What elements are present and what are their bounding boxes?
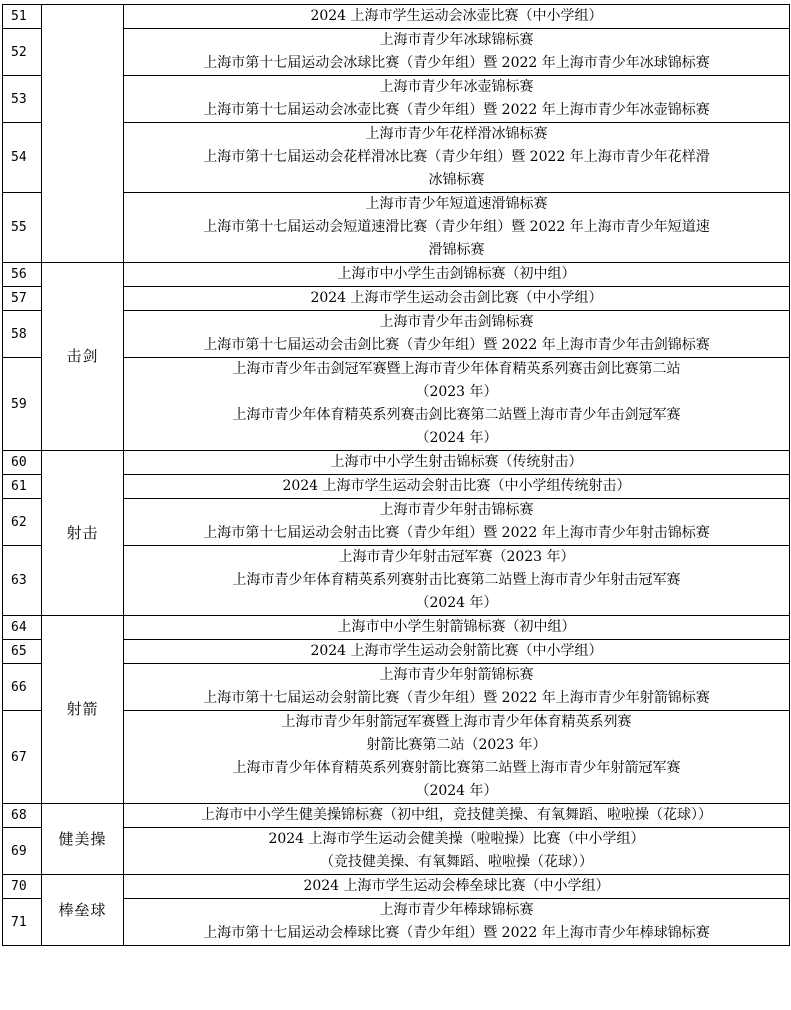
event-line: 上海市第十七届运动会冰球比赛（青少年组）暨 2022 年上海市青少年冰球锦标赛 <box>203 55 710 71</box>
category-cell: 健美操 <box>42 804 124 875</box>
table-row <box>3 875 790 899</box>
event-line: 上海市青少年棒球锦标赛 <box>379 902 534 918</box>
event-line: 上海市青少年体育精英系列赛射击比赛第二站暨上海市青少年射击冠军赛 <box>232 572 681 588</box>
event-line: （2024 年） <box>415 783 498 799</box>
event-line: 上海市青少年射箭锦标赛 <box>379 667 534 683</box>
category-cell <box>42 5 124 263</box>
event-cell <box>124 5 790 29</box>
category-cell: 射击 <box>42 451 124 616</box>
event-cell <box>124 76 790 123</box>
event-line: 上海市青少年冰壶锦标赛 <box>379 79 534 95</box>
event-line: 上海市第十七届运动会击剑比赛（青少年组）暨 2022 年上海市青少年击剑锦标赛 <box>203 337 710 353</box>
event-line: 上海市青少年击剑锦标赛 <box>379 314 534 330</box>
event-line: （2024 年） <box>415 595 498 611</box>
row-number: 61 <box>3 475 42 499</box>
row-number: 59 <box>3 358 42 451</box>
event-line: 上海市第十七届运动会冰壶比赛（青少年组）暨 2022 年上海市青少年冰壶锦标赛 <box>203 102 710 118</box>
event-line: 上海市青少年短道速滑锦标赛 <box>365 196 548 212</box>
event-cell <box>124 875 790 899</box>
event-cell <box>124 451 790 475</box>
event-line: 2024 上海市学生运动会健美操（啦啦操）比赛（中小学组） <box>268 831 645 847</box>
event-line: 2024 上海市学生运动会击剑比赛（中小学组） <box>310 290 603 306</box>
event-line: 上海市青少年花样滑冰锦标赛 <box>365 126 548 142</box>
event-cell <box>124 287 790 311</box>
row-number: 69 <box>3 828 42 875</box>
row-number: 63 <box>3 546 42 616</box>
event-cell <box>124 358 790 451</box>
row-number: 68 <box>3 804 42 828</box>
event-line: 冰锦标赛 <box>428 172 485 188</box>
event-line: 上海市第十七届运动会棒球比赛（青少年组）暨 2022 年上海市青少年棒球锦标赛 <box>203 925 710 941</box>
event-cell <box>124 29 790 76</box>
table-row <box>3 5 790 29</box>
event-line: 上海市中小学生射击锦标赛（传统射击） <box>330 454 583 470</box>
event-cell <box>124 664 790 711</box>
event-cell <box>124 193 790 263</box>
row-number: 58 <box>3 311 42 358</box>
event-line: （竞技健美操、有氧舞蹈、啦啦操（花球）） <box>320 854 593 870</box>
event-line: 上海市第十七届运动会射击比赛（青少年组）暨 2022 年上海市青少年射击锦标赛 <box>203 525 710 541</box>
event-cell <box>124 616 790 640</box>
event-cell <box>124 546 790 616</box>
event-line: 上海市第十七届运动会短道速滑比赛（青少年组）暨 2022 年上海市青少年短道速 <box>203 219 710 235</box>
event-cell <box>124 123 790 193</box>
event-line: 上海市中小学生健美操锦标赛（初中组，竞技健美操、有氧舞蹈、啦啦操（花球）） <box>201 807 712 823</box>
event-line: （2024 年） <box>415 430 498 446</box>
table-row <box>3 263 790 287</box>
event-cell <box>124 263 790 287</box>
events-table-body <box>3 5 790 946</box>
row-number: 65 <box>3 640 42 664</box>
event-cell <box>124 640 790 664</box>
event-cell <box>124 711 790 804</box>
event-cell <box>124 499 790 546</box>
event-cell <box>124 804 790 828</box>
category-cell: 射箭 <box>42 616 124 804</box>
event-line: 上海市第十七届运动会花样滑冰比赛（青少年组）暨 2022 年上海市青少年花样滑 <box>203 149 710 165</box>
event-line: 上海市青少年体育精英系列赛击剑比赛第二站暨上海市青少年击剑冠军赛 <box>232 407 681 423</box>
row-number: 51 <box>3 5 42 29</box>
row-number: 56 <box>3 263 42 287</box>
event-line: 2024 上海市学生运动会射击比赛（中小学组传统射击） <box>282 478 631 494</box>
category-cell: 棒垒球 <box>42 875 124 946</box>
event-line: 上海市青少年射击锦标赛 <box>379 502 534 518</box>
event-cell <box>124 828 790 875</box>
table-row <box>3 804 790 828</box>
row-number: 57 <box>3 287 42 311</box>
event-line: 2024 上海市学生运动会射箭比赛（中小学组） <box>310 643 603 659</box>
event-line: 上海市青少年射击冠军赛（2023 年） <box>338 549 575 565</box>
event-line: 滑锦标赛 <box>428 242 485 258</box>
row-number: 52 <box>3 29 42 76</box>
row-number: 71 <box>3 899 42 946</box>
event-line: 上海市第十七届运动会射箭比赛（青少年组）暨 2022 年上海市青少年射箭锦标赛 <box>203 690 710 706</box>
table-row <box>3 616 790 640</box>
row-number: 54 <box>3 123 42 193</box>
event-line: 2024 上海市学生运动会棒垒球比赛（中小学组） <box>303 878 610 894</box>
event-line: 上海市中小学生击剑锦标赛（初中组） <box>337 266 576 282</box>
event-line: （2023 年） <box>415 384 498 400</box>
event-line: 上海市青少年击剑冠军赛暨上海市青少年体育精英系列赛击剑比赛第二站 <box>232 361 681 377</box>
event-line: 2024 上海市学生运动会冰壶比赛（中小学组） <box>310 8 603 24</box>
event-cell <box>124 311 790 358</box>
row-number: 62 <box>3 499 42 546</box>
row-number: 60 <box>3 451 42 475</box>
event-line: 上海市青少年射箭冠军赛暨上海市青少年体育精英系列赛 <box>281 714 632 730</box>
row-number: 53 <box>3 76 42 123</box>
event-line: 上海市青少年冰球锦标赛 <box>379 32 534 48</box>
row-number: 67 <box>3 711 42 804</box>
table-row <box>3 451 790 475</box>
event-line: 上海市中小学生射箭锦标赛（初中组） <box>337 619 576 635</box>
row-number: 70 <box>3 875 42 899</box>
row-number: 55 <box>3 193 42 263</box>
event-cell <box>124 899 790 946</box>
row-number: 66 <box>3 664 42 711</box>
events-table <box>2 4 790 946</box>
row-number: 64 <box>3 616 42 640</box>
event-line: 上海市青少年体育精英系列赛射箭比赛第二站暨上海市青少年射箭冠军赛 <box>232 760 681 776</box>
event-line: 射箭比赛第二站（2023 年） <box>366 737 547 753</box>
event-cell <box>124 475 790 499</box>
category-cell: 击剑 <box>42 263 124 451</box>
